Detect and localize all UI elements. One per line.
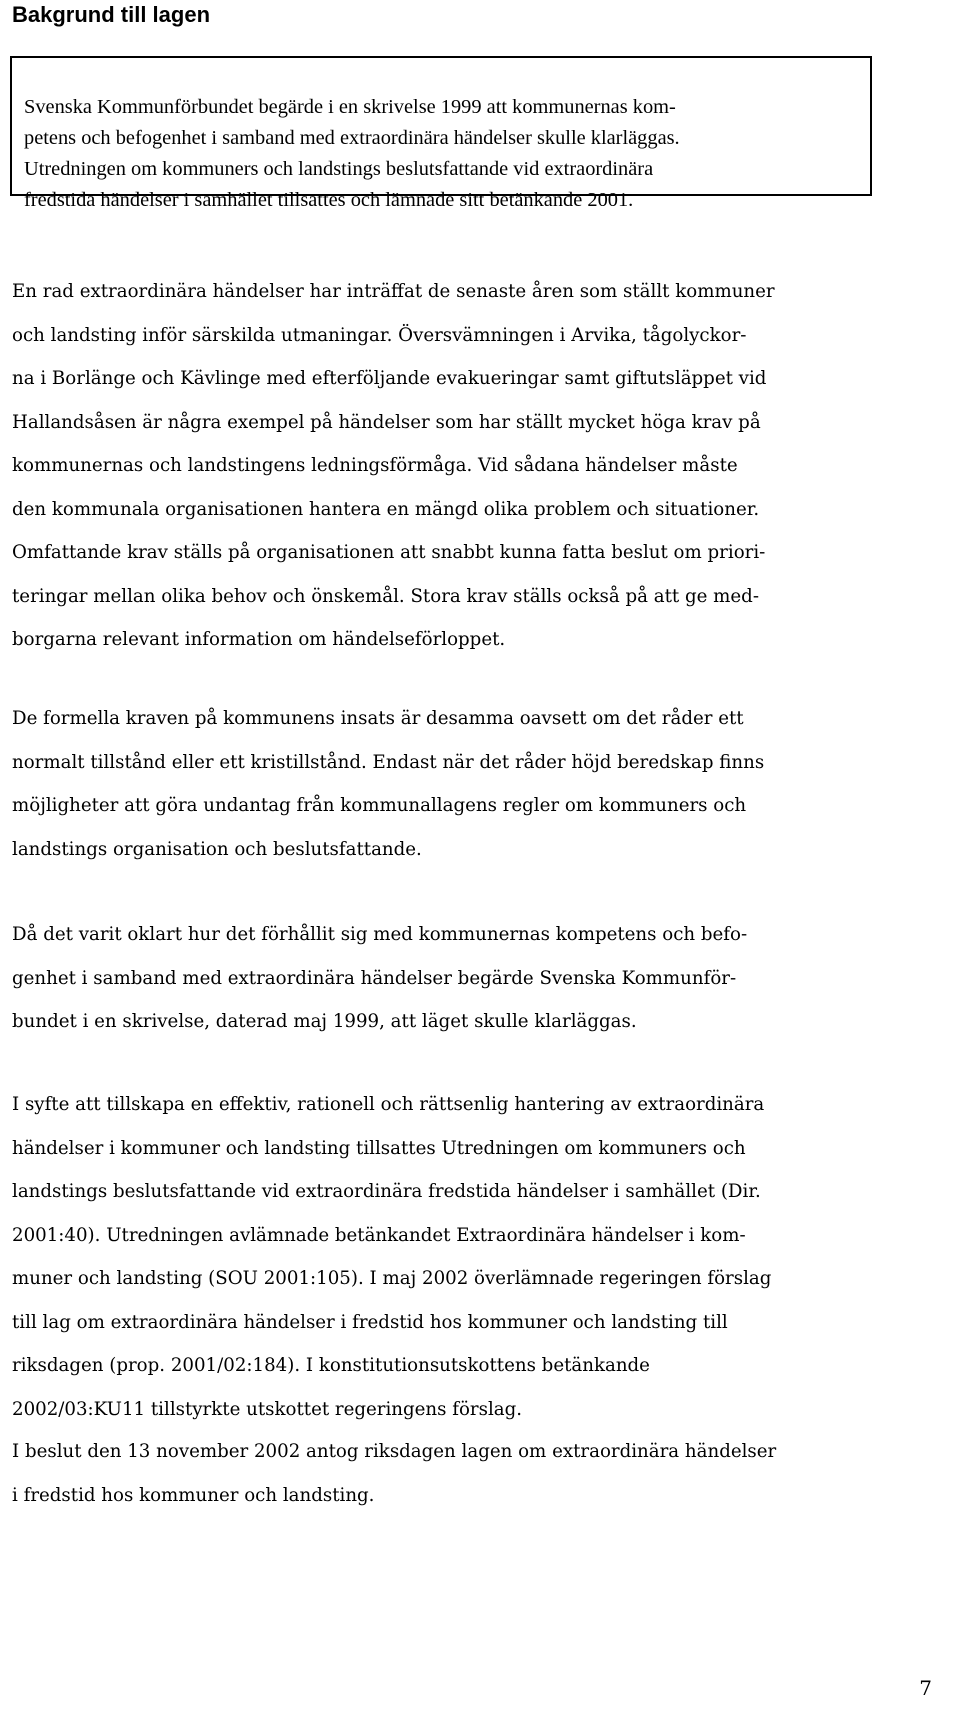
- page-number: 7: [919, 1676, 932, 1700]
- paragraph-competence-request: [12, 913, 912, 1044]
- paragraph-line: kommunernas och landstingens ledningsförmåga. Vid sådana händelser måste: [12, 455, 738, 476]
- paragraph-extraordinary-events: [12, 270, 912, 662]
- paragraph-formal-requirements: [12, 697, 912, 871]
- paragraph-line: möjligheter att göra undantag från kommunallagens regler om kommuners och: [12, 795, 747, 816]
- paragraph-line: landstings beslutsfattande vid extraordinära fredstida händelser i samhället (Dir.: [12, 1181, 761, 1202]
- page-heading: Bakgrund till lagen: [12, 2, 211, 27]
- paragraph-line: riksdagen (prop. 2001/02:184). I konstitutionsutskottens betänkande: [12, 1355, 650, 1376]
- paragraph-line: och landsting inför särskilda utmaningar. Översvämningen i Arvika, tågolyckor-: [12, 324, 747, 346]
- paragraph-line: Omfattande krav ställs på organisationen att snabbt kunna fatta beslut om priori-: [12, 542, 766, 563]
- paragraph-line: bundet i en skrivelse, daterad maj 1999, att läget skulle klarläggas.: [12, 1011, 637, 1032]
- paragraph-line: na i Borlänge och Kävlinge med efterföljande evakueringar samt giftutsläppet vid: [12, 368, 767, 389]
- paragraph-line: 2002/03:KU11 tillstyrkte utskottet regeringens förslag.: [12, 1398, 523, 1420]
- summary-line: Svenska Kommunförbundet begärde i en skrivelse 1999 att kommunernas kom-: [24, 96, 676, 118]
- paragraph-line: De formella kraven på kommunens insats är desamma oavsett om det råder ett: [12, 708, 744, 729]
- paragraph-line: En rad extraordinära händelser har inträffat de senaste åren som ställt kommuner: [12, 281, 775, 302]
- paragraph-line: händelser i kommuner och landsting tillsattes Utredningen om kommuners och: [12, 1137, 746, 1159]
- paragraph-line: i fredstid hos kommuner och landsting.: [12, 1484, 375, 1506]
- paragraph-line: till lag om extraordinära händelser i fredstid hos kommuner och landsting till: [12, 1311, 728, 1333]
- summary-box: [10, 56, 872, 211]
- paragraph-line: den kommunala organisationen hantera en mängd olika problem och situationer.: [12, 498, 760, 520]
- paragraph-legislative-history: [12, 1083, 912, 1431]
- paragraph-line: borgarna relevant information om händelseförloppet.: [12, 629, 506, 650]
- paragraph-parliament-decision: [12, 1430, 912, 1517]
- summary-line: petens och befogenhet i samband med extraordinära händelser skulle klarläggas.: [24, 127, 680, 149]
- summary-line: Utredningen om kommuners och landstings beslutsfattande vid extraordinära: [24, 158, 654, 180]
- paragraph-line: normalt tillstånd eller ett kristillstånd. Endast när det råder höjd beredskap finns: [12, 751, 765, 773]
- paragraph-line: I syfte att tillskapa en effektiv, rationell och rättsenlig hantering av extraordinära: [12, 1094, 765, 1115]
- paragraph-line: Då det varit oklart hur det förhållit sig med kommunernas kompetens och befo-: [12, 924, 748, 945]
- paragraph-line: teringar mellan olika behov och önskemål. Stora krav ställs också på att ge med-: [12, 585, 759, 607]
- paragraph-line: landstings organisation och beslutsfattande.: [12, 838, 422, 860]
- paragraph-line: I beslut den 13 november 2002 antog riksdagen lagen om extraordinära händelser: [12, 1441, 777, 1462]
- summary-line: fredstida händelser i samhället tillsattes och lämnade sitt betänkande 2001.: [24, 189, 634, 211]
- paragraph-line: muner och landsting (SOU 2001:105). I maj 2002 överlämnade regeringen förslag: [12, 1268, 772, 1289]
- paragraph-line: genhet i samband med extraordinära händelser begärde Svenska Kommunför-: [12, 967, 737, 989]
- paragraph-line: 2001:40). Utredningen avlämnade betänkandet Extraordinära händelser i kom-: [12, 1224, 746, 1246]
- paragraph-line: Hallandsåsen är några exempel på händelser som har ställt mycket höga krav på: [12, 411, 761, 433]
